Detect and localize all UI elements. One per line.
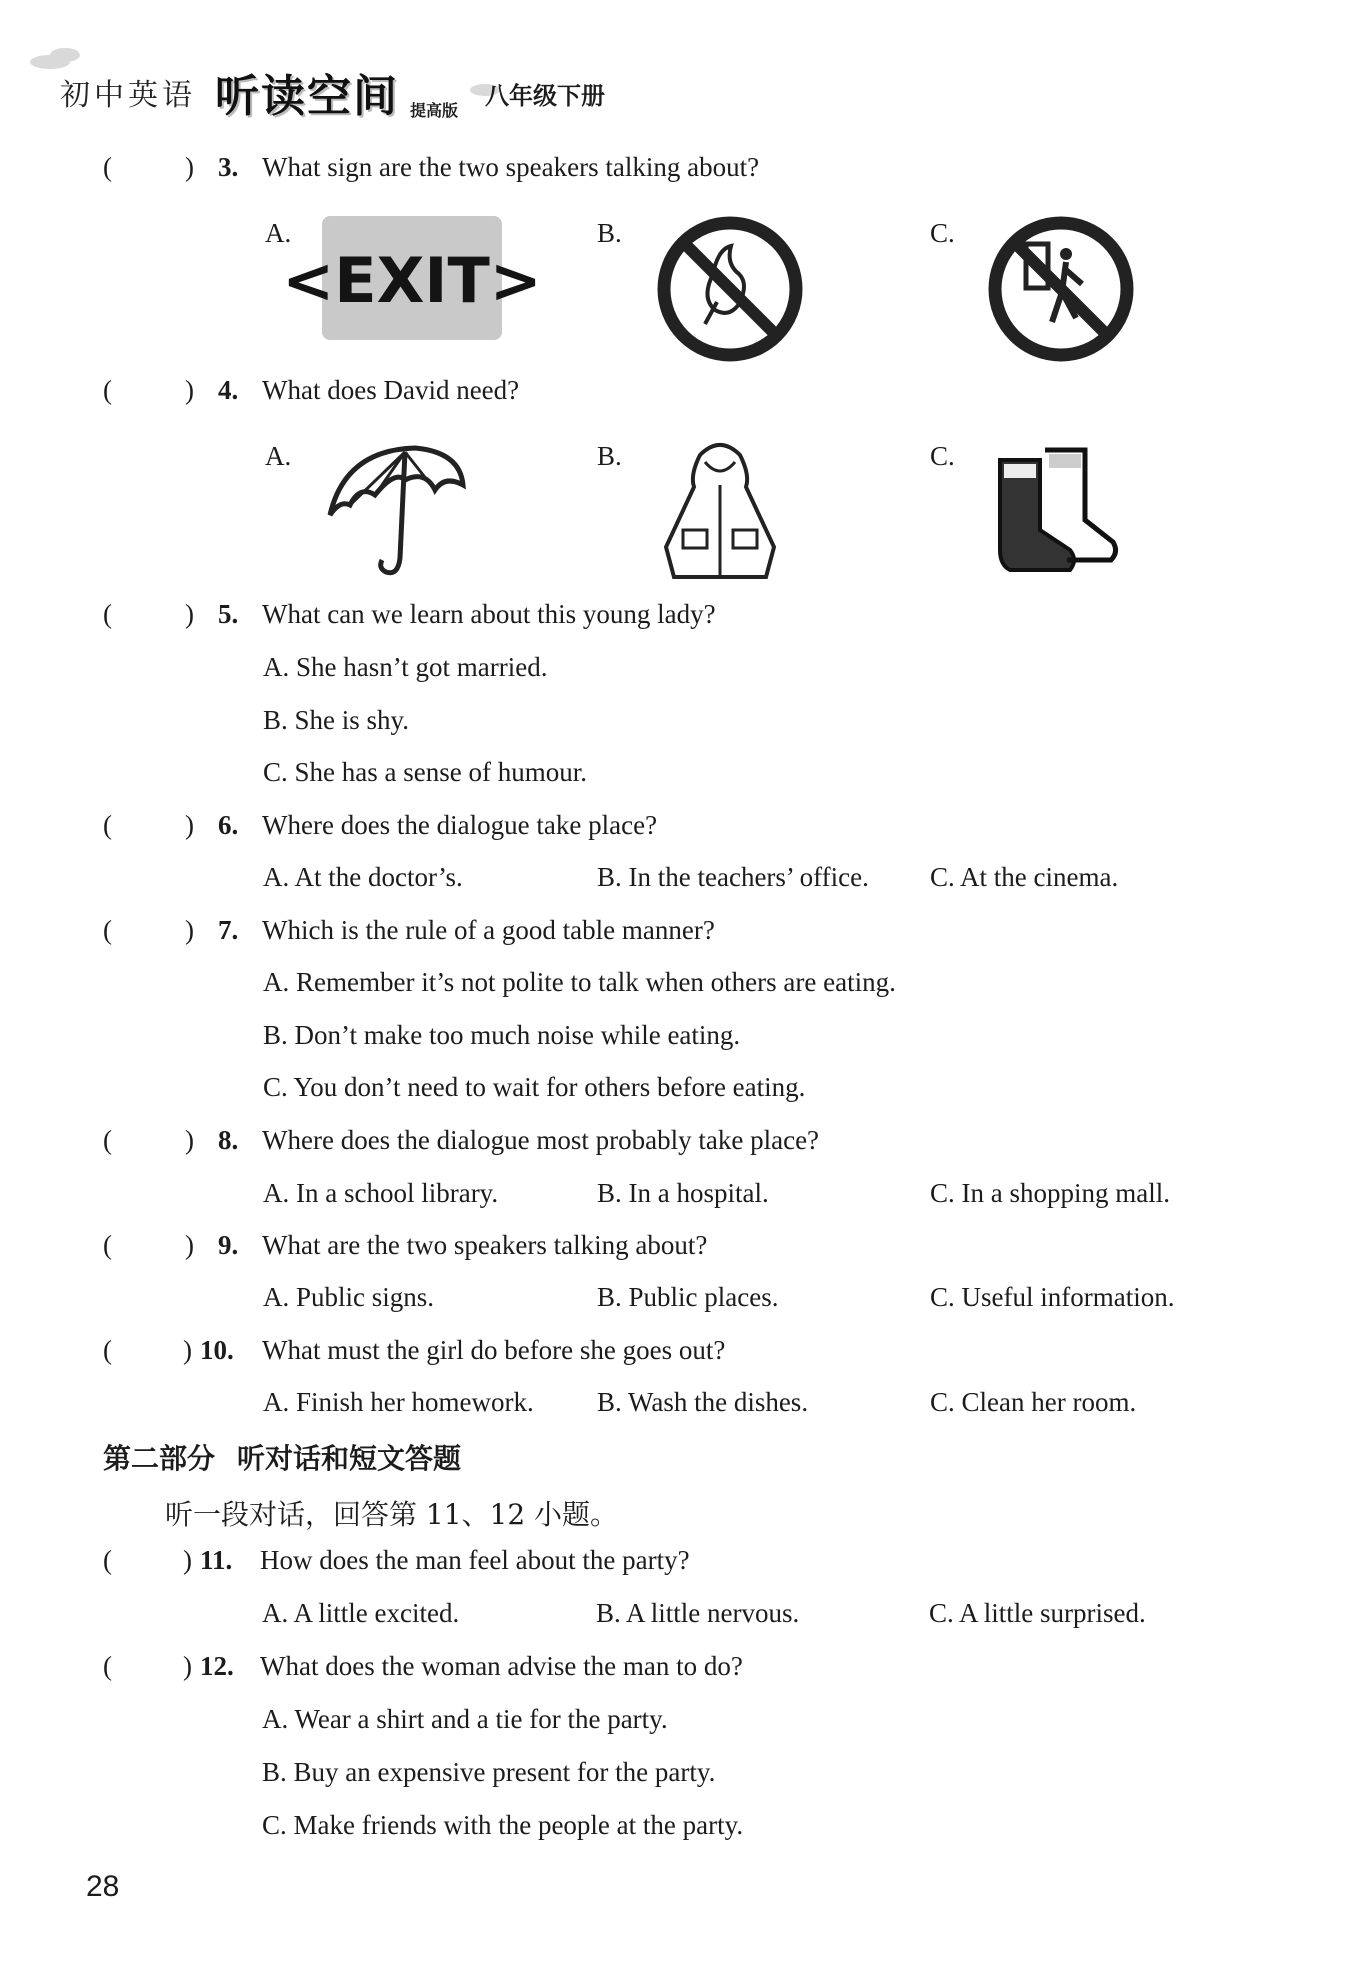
option-b-label: B.	[597, 218, 622, 248]
option-b: B. She is shy.	[263, 705, 410, 735]
answer-paren-left: (	[103, 915, 112, 945]
answer-paren-left: (	[103, 1335, 112, 1365]
exit-sign-text: <EXIT>	[282, 244, 542, 317]
answer-paren-left: (	[103, 1651, 112, 1681]
option-b: B. In a hospital.	[597, 1178, 769, 1208]
option-a: A. Remember it’s not polite to talk when others are eating.	[263, 967, 896, 997]
option-b: B. A little nervous.	[596, 1598, 800, 1628]
question-number: 8.	[218, 1125, 239, 1155]
option-c: C. Clean her room.	[930, 1387, 1137, 1417]
raincoat-icon	[655, 440, 785, 585]
series-title: 初中英语	[60, 78, 196, 113]
answer-paren-right: )	[185, 152, 194, 182]
question-number: 7.	[218, 915, 239, 945]
option-b: B. In the teachers’ office.	[597, 862, 869, 892]
option-a-label: A.	[265, 218, 292, 248]
question-number: 5.	[218, 599, 239, 629]
option-c: C. She has a sense of humour.	[263, 757, 587, 787]
option-b-label: B.	[597, 441, 622, 471]
option-a: A. Finish her homework.	[263, 1387, 534, 1417]
option-b: B. Don’t make too much noise while eating.	[263, 1020, 741, 1050]
question-text: What can we learn about this young lady?	[262, 599, 716, 629]
answer-paren-right: )	[185, 915, 194, 945]
question-number: 6.	[218, 810, 239, 840]
no-entry-sign-icon	[986, 214, 1136, 364]
question-text: What does David need?	[262, 375, 520, 405]
answer-paren-right: )	[183, 1545, 192, 1575]
option-b: B. Wash the dishes.	[597, 1387, 809, 1417]
question-number: 11.	[200, 1545, 233, 1575]
option-c-label: C.	[930, 218, 955, 248]
edition-label: 提高版	[410, 101, 459, 120]
page-number: 28	[86, 1870, 120, 1903]
answer-paren-left: (	[103, 375, 112, 405]
question-number: 4.	[218, 375, 239, 405]
section-part-label: 第二部分	[103, 1442, 216, 1475]
answer-paren-right: )	[183, 1335, 192, 1365]
no-fire-sign-icon	[655, 214, 805, 364]
option-a: A. Public signs.	[263, 1282, 435, 1312]
question-text: Which is the rule of a good table manner?	[262, 915, 715, 945]
option-b: B. Buy an expensive present for the party.	[262, 1757, 716, 1787]
option-a-label: A.	[265, 441, 292, 471]
answer-paren-left: (	[103, 1125, 112, 1155]
grade-label: 八年级下册	[485, 82, 605, 110]
book-logo: 听读空间	[215, 71, 399, 122]
question-number: 9.	[218, 1230, 239, 1260]
answer-paren-right: )	[183, 1651, 192, 1681]
option-a: A. Wear a shirt and a tie for the party.	[262, 1704, 668, 1734]
question-number: 3.	[218, 152, 239, 182]
section-heading	[103, 1437, 483, 1477]
answer-paren-left: (	[103, 599, 112, 629]
answer-paren-left: (	[103, 152, 112, 182]
answer-paren-left: (	[103, 810, 112, 840]
question-text: What sign are the two speakers talking about?	[262, 152, 760, 182]
question-number: 12.	[200, 1651, 234, 1681]
question-text: What are the two speakers talking about?	[262, 1230, 708, 1260]
answer-paren-right: )	[185, 1230, 194, 1260]
umbrella-icon	[325, 440, 465, 585]
option-c-label: C.	[930, 441, 955, 471]
question-text: Where does the dialogue most probably take place?	[262, 1125, 820, 1155]
option-c: C. Useful information.	[930, 1282, 1175, 1312]
option-a: A. A little excited.	[262, 1598, 460, 1628]
question-text: What must the girl do before she goes out?	[262, 1335, 726, 1365]
page-header	[30, 40, 630, 140]
cloud-decoration	[50, 48, 80, 62]
option-b: B. Public places.	[597, 1282, 779, 1312]
option-c: C. At the cinema.	[930, 862, 1119, 892]
answer-paren-right: )	[185, 810, 194, 840]
question-text: What does the woman advise the man to do?	[260, 1651, 743, 1681]
question-number: 10.	[200, 1335, 234, 1365]
question-text: How does the man feel about the party?	[260, 1545, 690, 1575]
question-text: Where does the dialogue take place?	[262, 810, 658, 840]
section-instruction: 听一段对话，回答第 11、12 小题。	[165, 1498, 619, 1531]
answer-paren-left: (	[103, 1545, 112, 1575]
option-a: A. In a school library.	[263, 1178, 499, 1208]
option-c: C. A little surprised.	[929, 1598, 1146, 1628]
option-c: C. In a shopping mall.	[930, 1178, 1170, 1208]
answer-paren-right: )	[185, 1125, 194, 1155]
exit-sign-icon	[282, 216, 542, 340]
option-c: C. You don’t need to wait for others before eating.	[263, 1072, 806, 1102]
section-title: 听对话和短文答题	[237, 1442, 462, 1475]
answer-paren-left: (	[103, 1230, 112, 1260]
rain-boots-icon	[990, 440, 1120, 585]
option-a: A. At the doctor’s.	[263, 862, 463, 892]
answer-paren-right: )	[185, 599, 194, 629]
option-c: C. Make friends with the people at the party.	[262, 1810, 744, 1840]
answer-paren-right: )	[185, 375, 194, 405]
option-a: A. She hasn’t got married.	[263, 652, 548, 682]
